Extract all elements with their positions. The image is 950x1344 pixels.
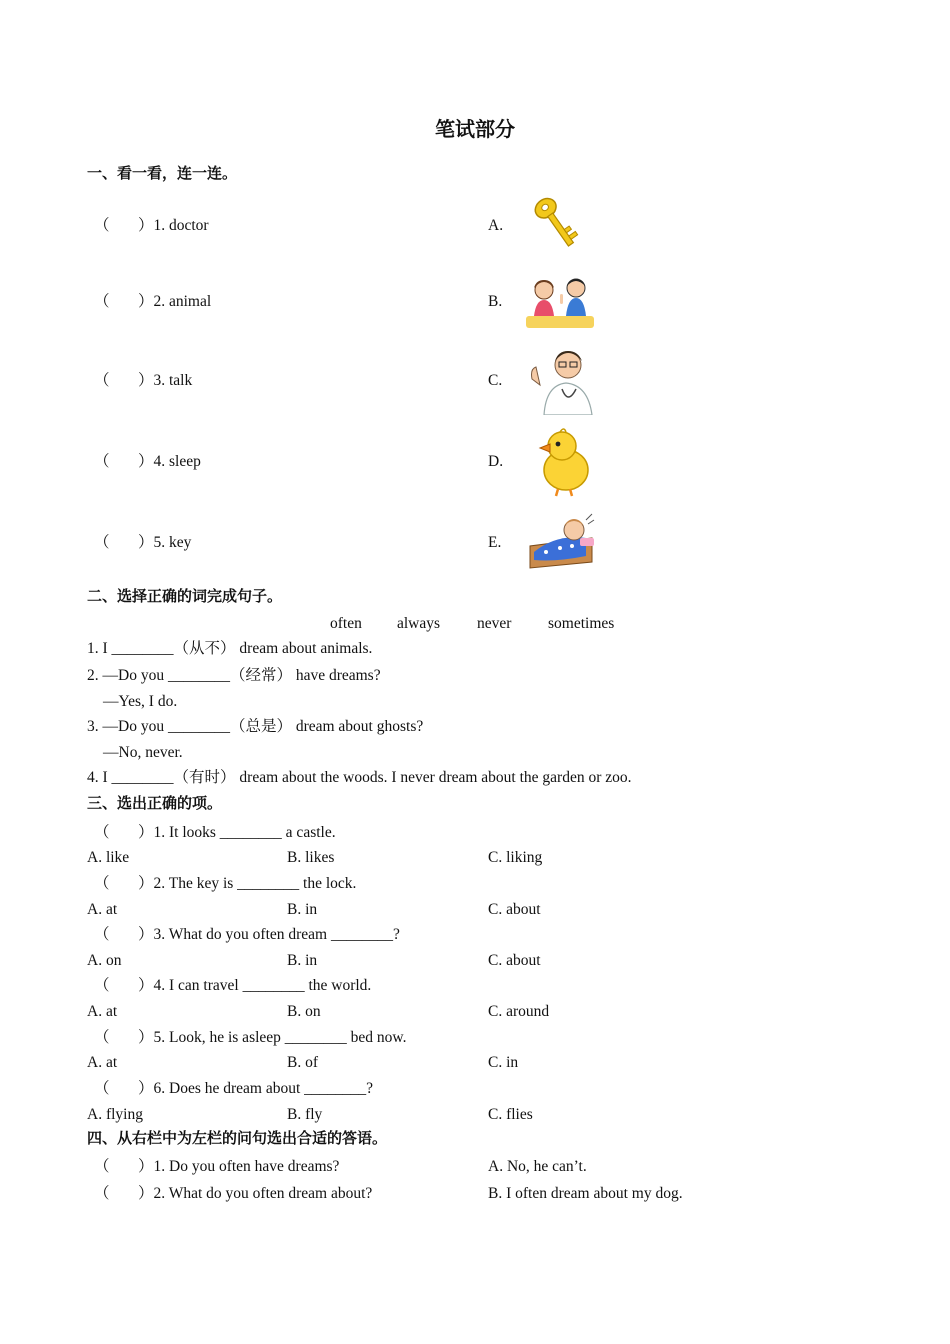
answer-paren[interactable]: （ [94,293,110,310]
option-a: A. at [87,1054,118,1071]
chick-icon [534,426,594,498]
option-c: C. about [488,952,541,969]
fill-sentence: 1. I ________（从不） dream about animals. [87,640,373,657]
word-bank-item: always [397,615,441,632]
answer-option: B. I often dream about my dog. [488,1185,683,1202]
match-letter: D. [488,453,504,470]
option-c: C. liking [488,849,543,866]
option-a: A. flying [87,1106,143,1123]
option-a: A. on [87,952,122,969]
fill-sentence: —No, never. [103,744,183,761]
answer-paren[interactable]: （ [94,534,110,551]
option-c: C. about [488,901,541,918]
answer-paren[interactable]: （ [94,875,110,892]
option-a: A. at [87,901,118,918]
key-icon [528,193,584,253]
option-a: A. like [87,849,130,866]
answer-paren[interactable]: （ [94,977,110,994]
question-text: ）2. The key is ________ the lock. [138,875,357,892]
match-word: ）3. talk [138,372,193,389]
section-2-heading: 二、选择正确的词完成句子。 [87,587,283,605]
option-a: A. at [87,1003,118,1020]
question-text: ）6. Does he dream about ________? [138,1080,374,1097]
option-c: C. flies [488,1106,533,1123]
match-letter: A. [488,217,504,234]
match-letter: B. [488,293,503,310]
match-word: ）4. sleep [138,453,201,470]
option-b: B. on [287,1003,321,1020]
question-text: ）2. What do you often dream about? [138,1185,373,1202]
option-b: B. in [287,901,318,918]
answer-paren[interactable]: （ [94,1158,110,1175]
answer-paren[interactable]: （ [94,926,110,943]
answer-paren[interactable]: （ [94,453,110,470]
answer-paren[interactable]: （ [94,1029,110,1046]
question-text: ）1. Do you often have dreams? [138,1158,340,1175]
question-text: ）3. What do you often dream ________? [138,926,400,943]
match-word: ）1. doctor [138,217,209,234]
answer-paren[interactable]: （ [94,372,110,389]
match-word: ）5. key [138,534,192,551]
match-letter: E. [488,534,502,551]
answer-paren[interactable]: （ [94,1185,110,1202]
question-text: ）1. It looks ________ a castle. [138,824,336,841]
question-text: ）5. Look, he is asleep ________ bed now. [138,1029,407,1046]
match-letter: C. [488,372,503,389]
answer-paren[interactable]: （ [94,217,110,234]
word-bank-item: often [330,615,362,632]
match-word: ）2. animal [138,293,212,310]
fill-sentence: —Yes, I do. [103,693,178,710]
answer-paren[interactable]: （ [94,824,110,841]
page-title: 笔试部分 [435,117,515,141]
option-b: B. likes [287,849,335,866]
option-c: C. around [488,1003,550,1020]
option-b: B. fly [287,1106,323,1123]
answer-paren[interactable]: （ [94,1080,110,1097]
question-text: ）4. I can travel ________ the world. [138,977,372,994]
sleeping-child-icon [526,512,596,572]
option-c: C. in [488,1054,519,1071]
answer-option: A. No, he can’t. [488,1158,587,1175]
section-1-heading: 一、看一看，连一连。 [87,164,238,182]
fill-sentence: 4. I ________（有时） dream about the woods. I never dream about the garden or zoo. [87,769,632,786]
word-bank-item: never [477,615,512,632]
section-3-heading: 三、选出正确的项。 [87,794,223,812]
talking-children-icon [524,272,596,330]
fill-sentence: 3. —Do you ________（总是） dream about ghosts? [87,718,424,735]
word-bank-item: sometimes [548,615,615,632]
option-b: B. of [287,1054,318,1071]
fill-sentence: 2. —Do you ________（经常） have dreams? [87,667,381,684]
section-4-heading: 四、从右栏中为左栏的问句选出合适的答语。 [87,1129,388,1147]
doctor-icon [526,345,598,415]
option-b: B. in [287,952,318,969]
